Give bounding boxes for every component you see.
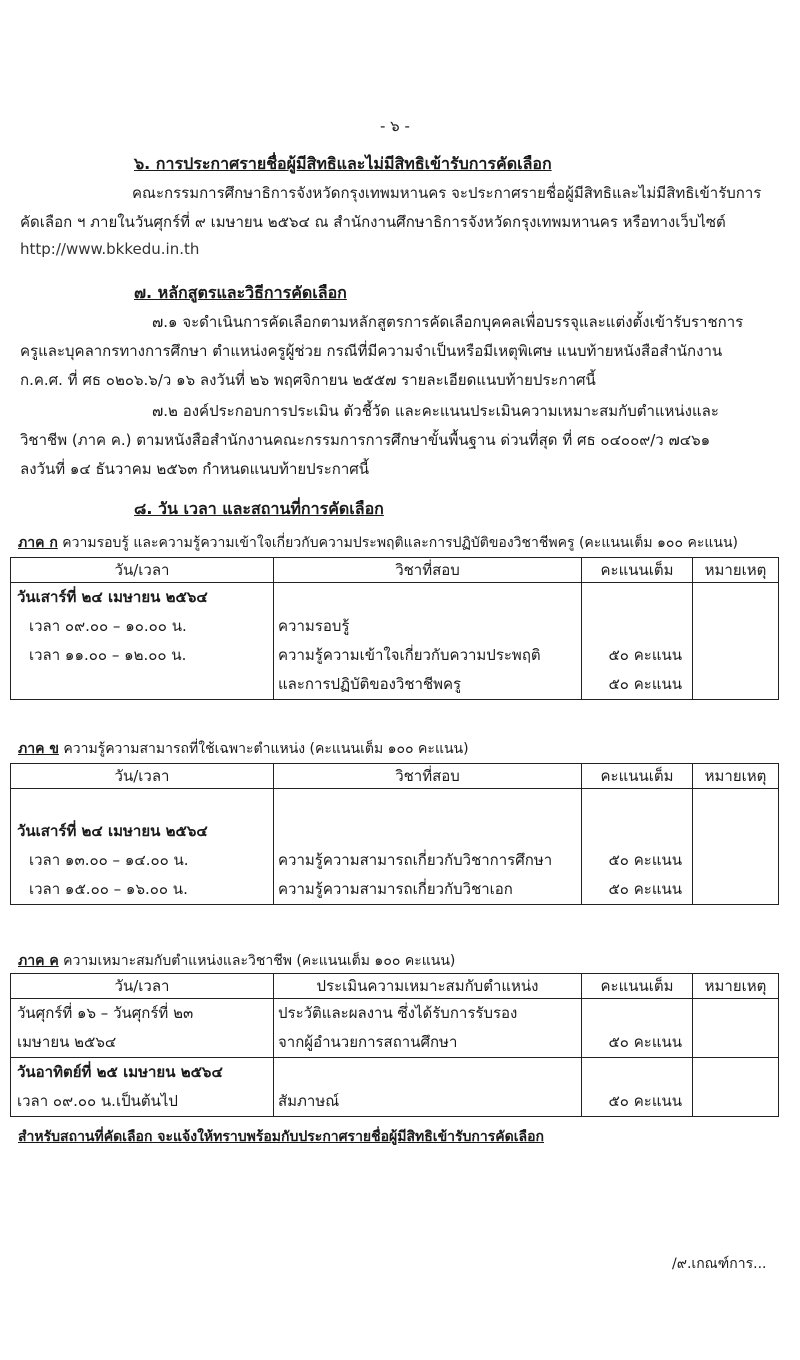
part-b-header-score: คะแนนเต็ม xyxy=(582,764,693,789)
section-7-heading: ๗. หลักสูตรและวิธีการคัดเลือก xyxy=(134,283,347,302)
part-a-time-1: เวลา ๐๙.๐๐ – ๑๐.๐๐ น. xyxy=(29,617,187,635)
section-7-2-line-2: วิชาชีพ (ภาค ค.) ตามหนังสือสำนักงานคณะกรรมการการศึกษาขั้นพื้นฐาน ด่วนที่สุด ที่ ศธ ๐๔๐๐๙/ว ๗๔๖๑ xyxy=(20,431,711,449)
part-c-row1-remark xyxy=(693,999,779,1058)
part-a-header-score: คะแนนเต็ม xyxy=(582,558,693,583)
section-6-line-2: คัดเลือก ฯ ภายในวันศุกร์ที่ ๙ เมษายน ๒๕๖๔ ณ สำนักงานศึกษาธิการจังหวัดกรุงเทพมหานคร หรือทางเว็บไซต์ xyxy=(20,213,726,231)
part-c-caption xyxy=(18,950,455,972)
part-b-score-2: ๕๐ คะแนน xyxy=(608,880,682,898)
part-c-row2-score-cell xyxy=(582,1058,693,1117)
part-a-date: วันเสาร์ที่ ๒๔ เมษายน ๒๕๖๔ xyxy=(17,588,208,606)
part-c-row1-subject xyxy=(274,999,582,1058)
part-a-header-datetime: วัน/เวลา xyxy=(11,558,274,583)
part-c-header-subject: ประเมินความเหมาะสมกับตำแหน่ง xyxy=(274,974,582,999)
part-b-datetime-cell xyxy=(11,789,274,905)
part-a-description: ความรอบรู้ และความรู้ความเข้าใจเกี่ยวกับความประพฤติและการปฏิบัติของวิชาชีพครู (คะแนนเต็ม ๑๐๐ คะแนน) xyxy=(57,535,738,551)
part-c-row1-date-2: เมษายน ๒๕๖๔ xyxy=(17,1033,117,1051)
part-c-row2-time: เวลา ๐๙.๐๐ น.เป็นต้นไป xyxy=(17,1092,178,1110)
part-b-subject-cell xyxy=(274,789,582,905)
part-c-row2-remark xyxy=(693,1058,779,1117)
part-c-row2-date: วันอาทิตย์ที่ ๒๕ เมษายน ๒๕๖๔ xyxy=(17,1063,223,1081)
part-a-caption xyxy=(18,532,738,554)
section-6-url: http://www.bkkedu.in.th xyxy=(20,240,200,258)
section-7-2-line-1: ๗.๒ องค์ประกอบการประเมิน ตัวชี้วัด และคะแนนประเมินความเหมาะสมกับตำแหน่งและ xyxy=(152,402,719,420)
part-a-score-1: ๕๐ คะแนน xyxy=(608,646,682,664)
part-b-header-remark: หมายเหตุ xyxy=(693,764,779,789)
part-b-date: วันเสาร์ที่ ๒๔ เมษายน ๒๕๖๔ xyxy=(17,822,208,840)
part-b-table xyxy=(10,763,779,905)
part-a-score-2: ๕๐ คะแนน xyxy=(608,675,682,693)
part-c-row1-score-cell xyxy=(582,999,693,1058)
section-6-heading: ๖. การประกาศรายชื่อผู้มีสิทธิและไม่มีสิทธิเข้ารับการคัดเลือก xyxy=(134,154,552,173)
footer-note: สำหรับสถานที่คัดเลือก จะแจ้งให้ทราบพร้อมกับประกาศรายชื่อผู้มีสิทธิเข้ารับการคัดเลือก xyxy=(18,1129,544,1145)
continuation-text: /๙.เกณฑ์การ... xyxy=(672,1256,767,1272)
part-b-header-subject: วิชาที่สอบ xyxy=(274,764,582,789)
part-b-time-2: เวลา ๑๕.๐๐ – ๑๖.๐๐ น. xyxy=(29,880,188,898)
part-c-row1-subject-1: ประวัติและผลงาน ซึ่งได้รับการรับรอง xyxy=(278,1004,518,1022)
part-c-description: ความเหมาะสมกับตำแหน่งและวิชาชีพ (คะแนนเต็ม ๑๐๐ คะแนน) xyxy=(58,953,456,969)
part-c-row1-datetime xyxy=(11,999,274,1058)
part-b-score-1: ๕๐ คะแนน xyxy=(608,851,682,869)
part-a-subject-1: ความรอบรู้ xyxy=(278,617,350,635)
section-6-line-1: คณะกรรมการศึกษาธิการจังหวัดกรุงเทพมหานคร จะประกาศรายชื่อผู้มีสิทธิและไม่มีสิทธิเข้ารับการ xyxy=(132,184,762,202)
part-c-row1-date-1: วันศุกร์ที่ ๑๖ – วันศุกร์ที่ ๒๓ xyxy=(17,1004,194,1022)
part-a-label: ภาค ก xyxy=(18,535,58,551)
part-a-score-cell xyxy=(582,583,693,700)
part-c-table xyxy=(10,973,779,1117)
part-c-row2-datetime xyxy=(11,1058,274,1117)
part-c-header-datetime: วัน/เวลา xyxy=(11,974,274,999)
part-b-time-1: เวลา ๑๓.๐๐ – ๑๔.๐๐ น. xyxy=(29,851,189,869)
part-c-row2-subject: สัมภาษณ์ xyxy=(278,1092,340,1110)
part-c-row2-subject-cell xyxy=(274,1058,582,1117)
part-a-table xyxy=(10,557,779,700)
part-a-remark-cell xyxy=(693,583,779,700)
part-b-caption xyxy=(18,738,469,760)
part-a-time-2: เวลา ๑๑.๐๐ – ๑๒.๐๐ น. xyxy=(29,646,187,664)
part-a-datetime-cell xyxy=(11,583,274,700)
part-c-label: ภาค ค xyxy=(18,953,59,969)
part-b-score-cell xyxy=(582,789,693,905)
part-a-subject-2: ความรู้ความเข้าใจเกี่ยวกับความประพฤติ xyxy=(278,646,541,664)
part-b-subject-1: ความรู้ความสามารถเกี่ยวกับวิชาการศึกษา xyxy=(278,851,553,869)
part-c-header-score: คะแนนเต็ม xyxy=(582,974,693,999)
part-b-header-datetime: วัน/เวลา xyxy=(11,764,274,789)
part-c-row1-score: ๕๐ คะแนน xyxy=(608,1033,682,1051)
part-c-row2-score: ๕๐ คะแนน xyxy=(608,1092,682,1110)
part-b-label: ภาค ข xyxy=(18,741,59,757)
part-c-header-remark: หมายเหตุ xyxy=(693,974,779,999)
section-7-1-line-3: ก.ค.ศ. ที่ ศธ ๐๒๐๖.๖/ว ๑๖ ลงวันที่ ๒๖ พฤศจิกายน ๒๕๕๗ รายละเอียดแนบท้ายประกาศนี้ xyxy=(20,371,596,389)
part-b-subject-2: ความรู้ความสามารถเกี่ยวกับวิชาเอก xyxy=(278,880,513,898)
part-c-row1-subject-2: จากผู้อำนวยการสถานศึกษา xyxy=(278,1033,458,1051)
page-number: - ๖ - xyxy=(380,117,410,135)
section-8-heading: ๘. วัน เวลา และสถานที่การคัดเลือก xyxy=(134,499,384,518)
section-7-2-line-3: ลงวันที่ ๑๔ ธันวาคม ๒๕๖๓ กำหนดแนบท้ายประกาศนี้ xyxy=(20,460,370,478)
part-a-subject-2-cont: และการปฏิบัติของวิชาชีพครู xyxy=(278,675,462,693)
section-7-1-line-2: ครูและบุคลากรทางการศึกษา ตำแหน่งครูผู้ช่วย กรณีที่มีความจำเป็นหรือมีเหตุพิเศษ แนบท้ายหนังสือสำนักงาน xyxy=(20,342,723,360)
part-b-remark-cell xyxy=(693,789,779,905)
section-7-1-line-1: ๗.๑ จะดำเนินการคัดเลือกตามหลักสูตรการคัดเลือกบุคคลเพื่อบรรจุและแต่งตั้งเข้ารับราชการ xyxy=(152,313,744,331)
part-b-description: ความรู้ความสามารถที่ใช้เฉพาะตำแหน่ง (คะแนนเต็ม ๑๐๐ คะแนน) xyxy=(58,741,469,757)
part-a-header-remark: หมายเหตุ xyxy=(693,558,779,583)
part-a-subject-cell xyxy=(274,583,582,700)
part-a-header-subject: วิชาที่สอบ xyxy=(274,558,582,583)
